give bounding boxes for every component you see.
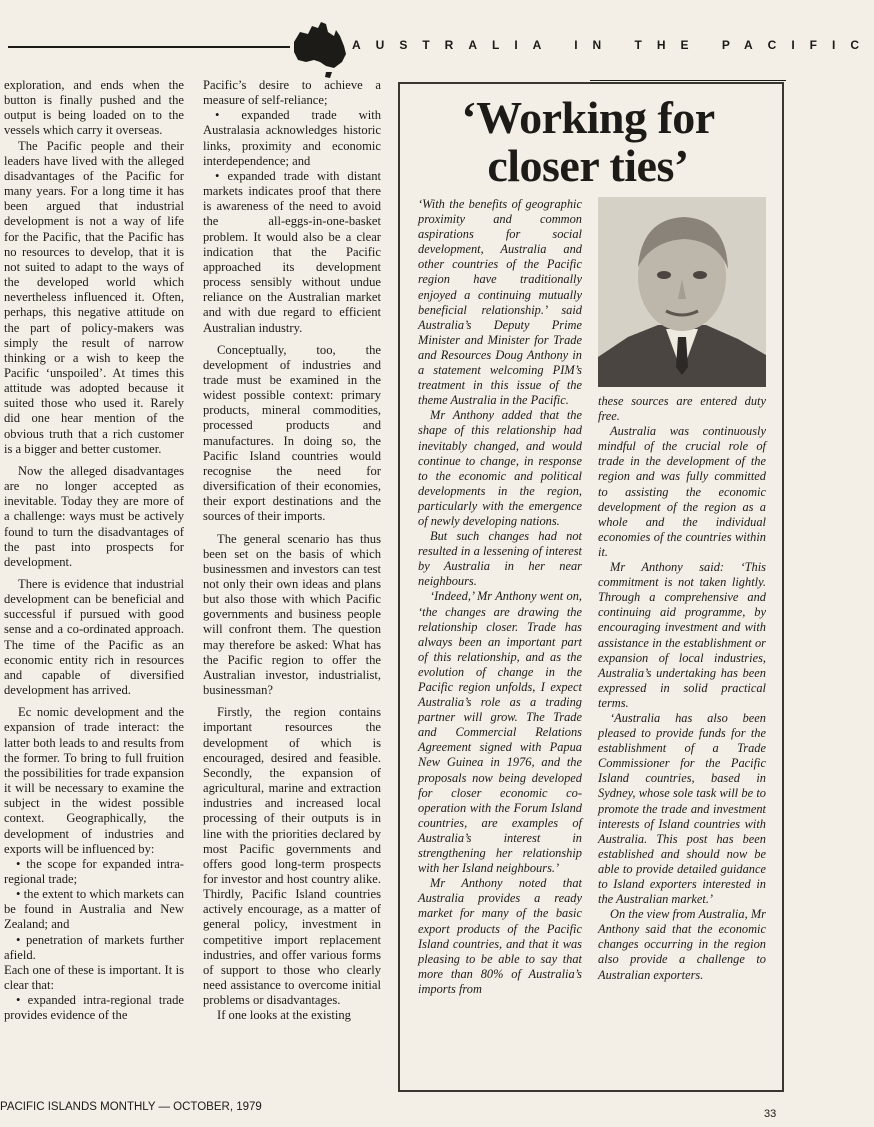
box-column-1 — [418, 197, 582, 997]
box-headline: ‘Working for closer ties’ — [461, 92, 715, 191]
paragraph: Mr Anthony noted that Australia provides a ready market for many of the basic export products of the Pacific Island countries, and that it was pleasing to be able to say that more than 80% of Australia’s imports from — [418, 876, 582, 996]
paragraph: Mr Anthony said: ‘This commitment is not taken lightly. Through a comprehensive and continuing aid programme, by encouraging investment and with assistance in the establishment or expansion of local industries, Australia’s undertaking has been expressed in solid practical terms. — [598, 560, 766, 710]
article-column-1 — [4, 78, 184, 1024]
paragraph: Firstly, the region contains important resources the development of which is encouraged, desired and feasible. Secondly, the expansion of agricultural, marine and extraction industries and increased local processing of their outputs is in line with the priorities declared by most Pacific governments and offers good long-term prospects for investor and host country alike. Thirdly, Pacific Island countries actively encourage, as a matter of general policy, investment in competitive import replacement industries, and offer various forms of support to those who clearly need assistance to overcome initial problems or disadvantages. — [203, 705, 381, 1008]
article-column-2 — [203, 78, 381, 1024]
paragraph: Australia was continuously mindful of the crucial role of trade in the development of the region and was fully committed to assisting the economic development of the region as a whole and the individual economies of the countries within it. — [598, 424, 766, 559]
header-rule-left — [8, 46, 290, 48]
paragraph: these sources are entered duty free. — [598, 394, 766, 424]
paragraph: But such changes had not resulted in a lessening of interest by Australia in her near neighbours. — [418, 529, 582, 589]
bullet-item: • expanded intra-regional trade provides evidence of the — [4, 993, 184, 1023]
paragraph: On the view from Australia, Mr Anthony said that the economic changes occurring in the region also provide a challenge to Australian exporters. — [598, 907, 766, 982]
doug-anthony-portrait — [598, 197, 766, 387]
paragraph: Each one of these is important. It is clear that: — [4, 962, 184, 993]
box-column-2 — [598, 394, 766, 983]
bullet-item: • the scope for expanded intra-regional trade; — [4, 856, 184, 886]
bullet-item: • expanded trade with distant markets indicates proof that there is awareness of the need to avoid the all-eggs-in-one-basket problem. It would also be a clear indication that the Pacific approached its development process sensibly without undue reliance on the Australian market and with due regard to efficient Australian industry. — [203, 168, 381, 335]
paragraph: Now the alleged disadvantages are no longer accepted as inevitable. Today they are more of a challenge: ways must be actively found to turn the disadvantages of the past into prospects for development. — [4, 463, 184, 569]
paragraph: ‘Australia has also been pleased to provide funds for the establishment of a Trade Commissioner for the Pacific Island countries, based in Sydney, whose sole task will be to promote the trade and investment interests of Island countries with Australia. This post has been established and should now be able to provide detailed guidance to Island exporters interested in the Australian market.’ — [598, 710, 766, 907]
page-number: 33 — [764, 1108, 777, 1120]
paragraph: Mr Anthony added that the shape of this relationship had inevitably changed, and would continue to change, in response to the economic and political developments in the region, particularly with the emergence of newly developing nations. — [418, 408, 582, 528]
header-rule-right — [590, 80, 786, 81]
paragraph: The Pacific people and their leaders have lived with the alleged disadvantages of the Pacific for many years. For a long time it has been argued that industrial development is not a way of life for the Pacific, that the Pacific has no resources to develop, that it is not suited to adapt to the ways of the developed world which nevertheless influenced it. Often, perhaps, this negative attitude on the part of policy-makers was simply the result of narrow thinking or a wish to keep the Pacific ‘unspoiled’. At times this attitude was adopted because it suited those who used it. Rarely did one hear mention of the obvious truth that a rich customer is a bigger and better customer. — [4, 138, 184, 456]
paragraph: If one looks at the existing — [217, 1008, 351, 1023]
paragraph: exploration, and ends when the button is finally pushed and the output is being loaded on to the vessels which carry it overseas. — [4, 78, 184, 138]
paragraph: There is evidence that industrial development can be beneficial and successful if pursued with good sense and a co-ordinated approach. The time of the Pacific as an economic entity rich in resources and capable of diversified development has arrived. — [4, 577, 184, 698]
bullet-item: • the extent to which markets can be found in Australia and New Zealand; and — [4, 887, 184, 932]
running-title: AUSTRALIA IN THE PACIFIC — [352, 38, 874, 52]
bullet-item: • penetration of markets further afield. — [4, 932, 184, 962]
paragraph: The general scenario has thus been set on the basis of which businessmen and investors can test not only their own ideas and plans but also those with which Pacific governments and business people will confront them. The question may therefore be asked: What has the Pacific region to offer the Australian investor, industrialist, businessman? — [203, 531, 381, 698]
publication-footer: PACIFIC ISLANDS MONTHLY — OCTOBER, 1979 — [0, 1101, 262, 1113]
paragraph: Pacific’s desire to achieve a measure of self-reliance; — [203, 78, 381, 108]
paragraph: Conceptually, too, the development of industries and trade must be examined in the widest possible context: primary products, mineral commodities, processed products and manufactures. In doing so, the Pacific Island countries would recognise the need for diversification of their economies, their export destinations and the sources of their imports. — [203, 342, 381, 524]
paragraph: ‘Indeed,’ Mr Anthony went on, ‘the changes are drawing the relationship closer. Trade has always been an important part of this relationship, and as the evolution of change in the Pacific region unfolds, I expect Australia’s role as a trading partner will grow. The Trade and Commercial Relations Agreement signed with Papua New Guinea in 1976, and the proposals now being developed for closer economic co-operation with the Forum Island countries, are examples of Australia’s interest in strengthening her relationship with her Island neighbours.’ — [418, 589, 582, 876]
australia-map-icon — [288, 16, 352, 80]
paragraph: ‘With the benefits of geographic proximity and common aspirations for social development, Australia and other countries of the Pacific region have traditionally enjoyed a continuing mutually beneficial relationship.’ said Australia’s Deputy Prime Minister and Minister for Trade and Resources Doug Anthony in a statement welcoming PIM’s treatment in this issue of the theme Australia in the Pacific. — [418, 197, 582, 408]
paragraph: Ec nomic development and the expansion of trade interact: the latter both leads to and results from the former. To bring to full fruition the possibilities for trade expansion it will be necessary to examine the subject in the widest possible context. Geographically, the development of industries and exports will be influenced by: — [4, 705, 184, 856]
bullet-item: • expanded trade with Australasia acknowledges historic links, proximity and economic interdependence; and — [203, 108, 381, 168]
